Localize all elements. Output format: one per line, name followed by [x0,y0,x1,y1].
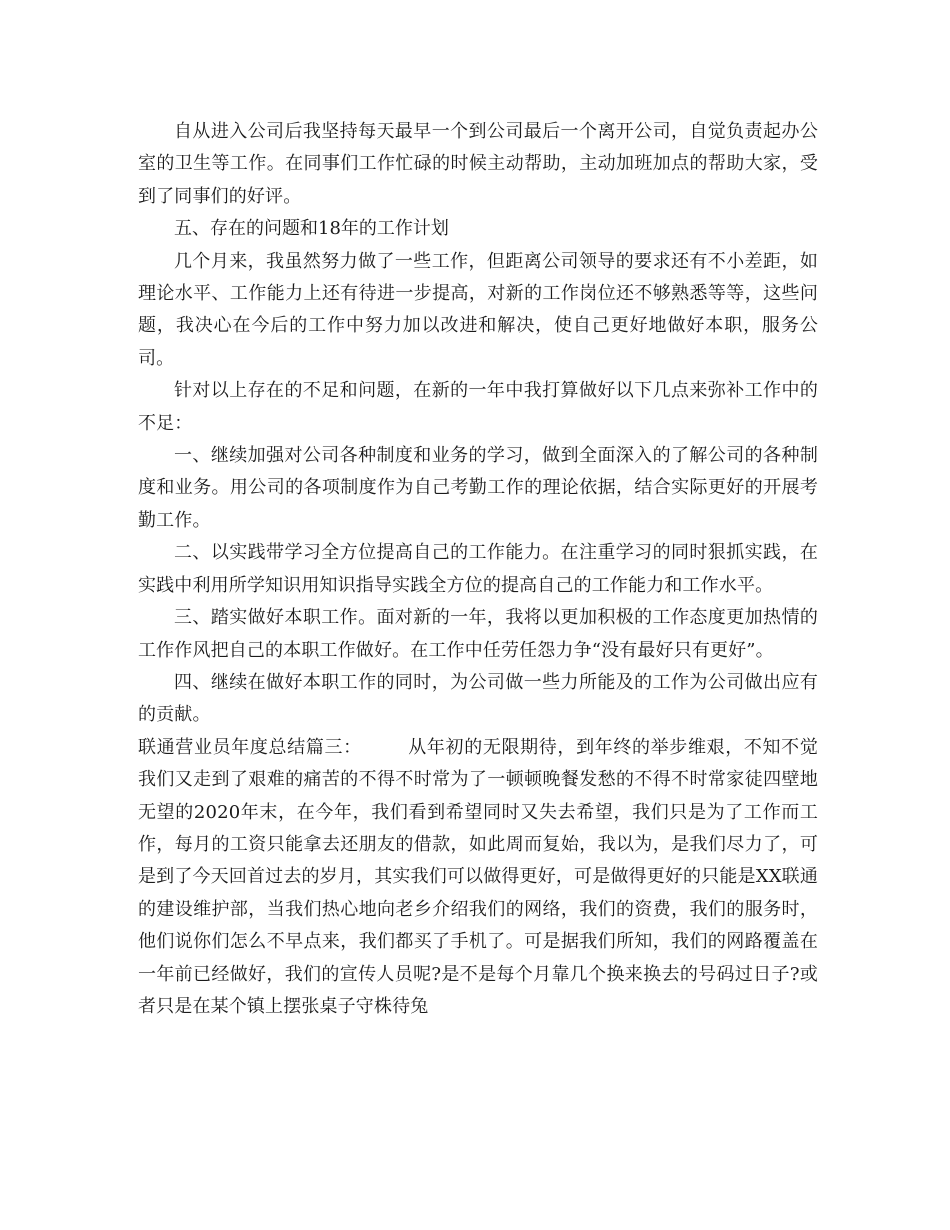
section-heading-problems-plan: 五、存在的问题和18年的工作计划 [174,218,449,240]
paragraph-plan-item-2: 二、以实践带学习全方位提高自己的工作能力。在注重学习的同时狠抓实践，在实践中利用所学知识用知识指导实践全方位的提高自己的工作能力和工作水平。 [138,542,818,596]
paragraph-plan-item-3: 三、踏实做好本职工作。面对新的一年，我将以更加积极的工作态度更加热情的工作作风把自己的本职工作做好。在工作中任劳任怨力争“没有最好只有更好”。 [138,607,818,661]
paragraph-improvement-intro: 针对以上存在的不足和问题，在新的一年中我打算做好以下几点来弥补工作中的不足： [138,380,818,434]
summary-part3-title: 联通营业员年度总结篇三： [138,736,362,758]
paragraph-shortcomings: 几个月来，我虽然努力做了一些工作，但距离公司领导的要求还有不小差距，如理论水平、工作能力上还有待进一步提高，对新的工作岗位还不够熟悉等等，这些问题，我决心在今后的工作中努力加以改进和解决，使自己更好地做好本职，服务公司。 [138,250,818,369]
document-body [138,116,818,1023]
paragraph-plan-item-4: 四、继续在做好本职工作的同时，为公司做一些力所能及的工作为公司做出应有的贡献。 [138,671,818,726]
paragraph-work-attitude: 自从进入公司后我坚持每天最早一个到公司最后一个离开公司，自觉负责起办公室的卫生等工作。在同事们工作忙碌的时候主动帮助，主动加班加点的帮助大家，受到了同事们的好评。 [138,121,818,207]
summary-part3-body: 从年初的无限期待，到年终的举步维艰，不知不觉我们又走到了艰难的痛苦的不得不时常为了一顿顿晚餐发愁的不得不时常家徒四壁地无望的2020年末，在今年，我们看到希望同时又失去希望，我们只是为了工作而工作，每月的工资只能拿去还朋友的借款，如此周而复始，我以为，是我们尽力了，可是到了今天回首过去的岁月，其实我们可以做得更好，可是做得更好的只能是XX联通的建设维护部，当我们热心地向老乡介绍我们的网络，我们的资费，我们的服务时，他们说你们怎么不早点来，我们都买了手机了。可是据我们所知，我们的网路覆盖在一年前已经做好，我们的宣传人员呢?是不是每个月靠几个换来换去的号码过日子?或者只是在某个镇上摆张桌子守株待兔 [138,736,818,1017]
paragraph-plan-item-1: 一、继续加强对公司各种制度和业务的学习，做到全面深入的了解公司的各种制度和业务。用公司的各项制度作为自己考勤工作的理论依据，结合实际更好的开展考勤工作。 [138,445,818,531]
paragraph-summary-part3 [138,732,818,1024]
